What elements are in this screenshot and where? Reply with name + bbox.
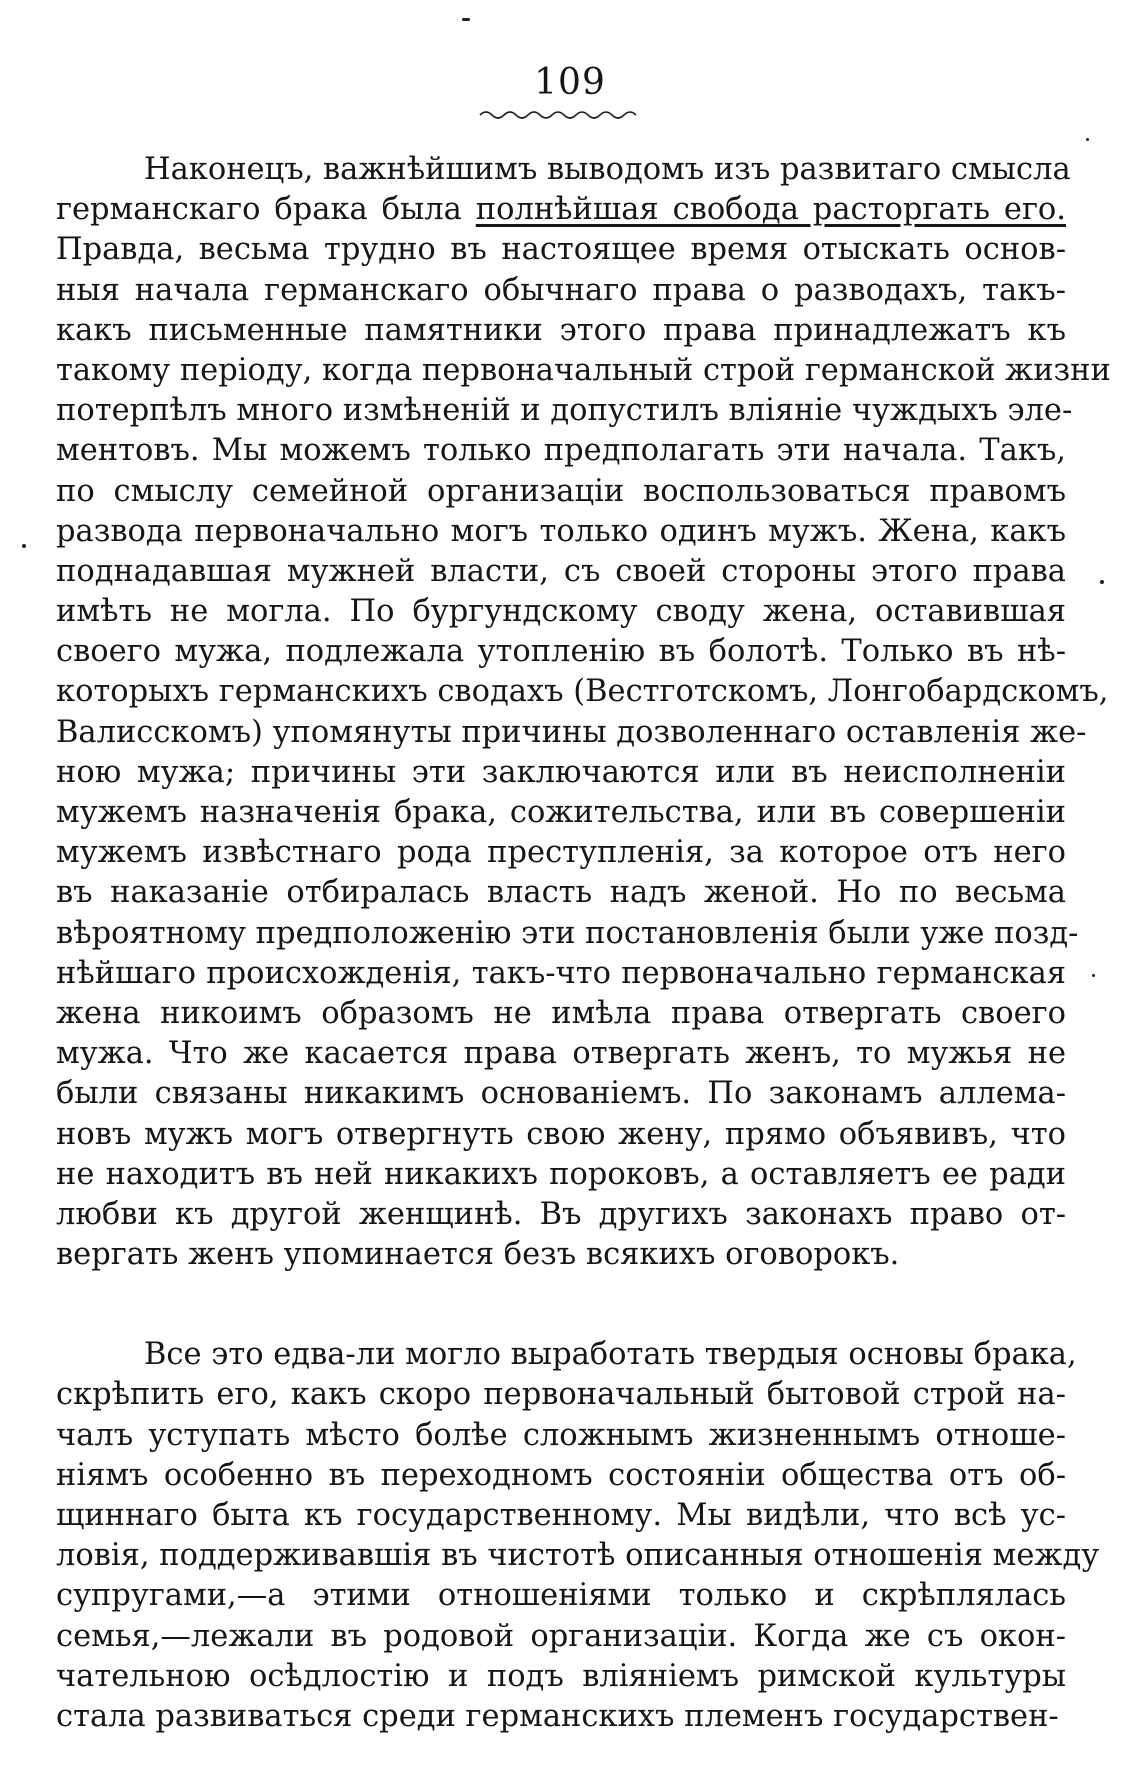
text-line: щиннаго быта къ государственному. Мы видѣли, что всѣ ус- xyxy=(56,1498,1066,1533)
text-line: жена никоимъ образомъ не имѣла права отвергать своего xyxy=(56,995,1066,1031)
text-line: не находитъ въ ней никакихъ пороковъ, а оставляетъ ее ради xyxy=(56,1156,1066,1192)
text-line: какъ письменные памятники этого права принадлежатъ къ xyxy=(56,312,1066,348)
text-line: Валисскомъ) упомянуты причины дозволеннаго оставленія же- xyxy=(56,714,1087,750)
text-line: поднадавшая мужней власти, съ своей стороны этого права xyxy=(56,553,1066,589)
text-line: Наконецъ, важнѣйшимъ выводомъ изъ развитаго смысла xyxy=(144,152,1071,187)
text-line: развода первоначально могъ только одинъ мужъ. Жена, какъ xyxy=(56,513,1066,549)
text-line: скрѣпить его, какъ скоро первоначальный бытовой строй на- xyxy=(56,1377,1066,1413)
text-line: нѣйшаго происхожденія, такъ-что первоначально германская xyxy=(56,955,1066,991)
text-line: чательною осѣдлостію и подъ вліяніемъ римской культуры xyxy=(56,1658,1066,1694)
text-line: новъ мужъ могъ отвергнуть свою жену, прямо объявивъ, что xyxy=(56,1116,1066,1152)
underlined-phrase: полнѣйшая свобода расторгать его. xyxy=(475,192,1066,228)
text-line: потерпѣлъ много измѣненій и допустилъ вліяніе чуждыхъ эле- xyxy=(56,393,1073,429)
text-line: мужа. Что же касается права отвергать женъ, то мужья не xyxy=(56,1036,1066,1072)
text-line: супругами,—а этими отношеніями только и скрѣплялась xyxy=(56,1578,1066,1614)
paragraph-gap xyxy=(56,1275,1066,1335)
text-line: Все это едва-ли могло выработать твердыя основы брака, xyxy=(144,1337,1077,1373)
wavy-rule-ornament xyxy=(478,108,642,122)
text-line: ментовъ. Мы можемъ только предполагать эти начала. Такъ, xyxy=(56,433,1066,469)
text-line: чалъ уступать мѣсто болѣе сложнымъ жизненнымъ отноше- xyxy=(56,1417,1066,1453)
text-line: ною мужа; причины эти заключаются или въ неисполненіи xyxy=(56,754,1066,790)
text-line: ніямъ особенно въ переходномъ состояніи общества отъ об- xyxy=(56,1457,1066,1493)
text-line: такому періоду, когда первоначальный строй германской жизни xyxy=(56,352,1111,388)
scan-speck xyxy=(1086,138,1089,141)
text-line: своего мужа, подлежала утопленію въ болотѣ. Только въ нѣ- xyxy=(56,634,1066,670)
scan-speck xyxy=(1100,580,1104,584)
text-line: стала развиваться среди германскихъ племенъ государствен- xyxy=(56,1698,1059,1734)
body-text xyxy=(56,150,1111,1737)
text-line: любви къ другой женщинѣ. Въ другихъ законахъ право от- xyxy=(56,1196,1066,1232)
text-line: вергать женъ упоминается безъ всякихъ оговорокъ. xyxy=(56,1237,900,1273)
scan-speck xyxy=(22,544,26,548)
text-line: въ наказаніе отбиралась власть надъ женой. Но по весьма xyxy=(56,875,1066,911)
text-line: ныя начала германскаго обычнаго права о разводахъ, такъ- xyxy=(56,272,1066,308)
text-line: ловія, поддерживавшія въ чистотѣ описанныя отношенія между xyxy=(56,1538,1100,1574)
text-line: мужемъ назначенія брака, сожительства, или въ совершеніи xyxy=(56,795,1066,830)
text-line: мужемъ извѣстнаго рода преступленія, за которое отъ него xyxy=(56,835,1066,871)
text-line: Правда, весьма трудно въ настоящее время отыскать основ- xyxy=(56,232,1066,268)
text-line: были связаны никакимъ основаніемъ. По законамъ аллема- xyxy=(56,1076,1066,1112)
text-line: германскаго брака была полнѣйшая свобода расторгать его. xyxy=(56,192,1066,228)
text-line: семья,—лежали въ родовой организаціи. Когда же съ окон- xyxy=(56,1618,1066,1654)
text-line: имѣть не могла. По бургундскому своду жена, оставившая xyxy=(56,594,1066,630)
scan-speck xyxy=(1092,974,1095,977)
scan-speck xyxy=(462,18,470,21)
text-line: по смыслу семейной организаціи воспользоваться правомъ xyxy=(56,473,1066,509)
text-line: которыхъ германскихъ сводахъ (Вестготскомъ, Лонгобардскомъ, xyxy=(56,674,1109,710)
text-line: вѣроятному предположенію эти постановленія были уже позд- xyxy=(56,915,1079,951)
page-number: 109 xyxy=(534,62,606,103)
